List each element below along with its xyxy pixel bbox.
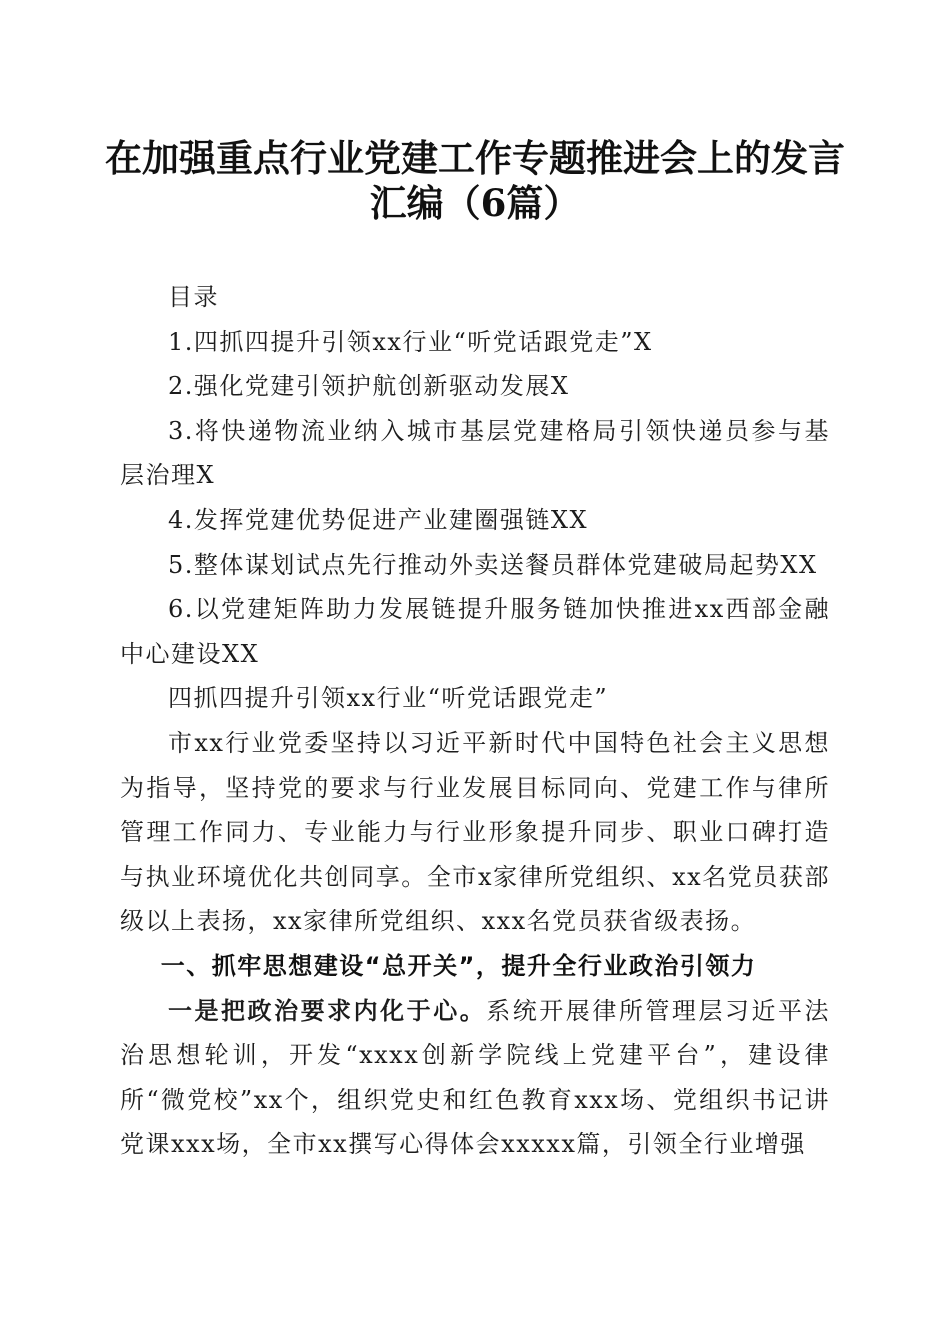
- document-body: [120, 275, 830, 1167]
- toc-item-6: 6.以党建矩阵助力发展链提升服务链加快推进xx西部金融中心建设XX: [120, 595, 830, 668]
- section-1-text: 系统开展律所管理层习近平法治思想轮训，开发“xxxx创新学院线上党建平台”，建设律所“微党校”xx个，组织党史和红色教育xxx场、党组织书记讲党课xxx场，全市xx撰写心得体会xxxxx篇，引领全行业增强: [120, 996, 830, 1159]
- toc-heading: 目录: [168, 283, 219, 311]
- toc-item-3: 3.将快递物流业纳入城市基层党建格局引领快递员参与基层治理X: [120, 416, 830, 490]
- section-1-paragraph: [120, 989, 830, 1167]
- document-title-line-2: 汇编（6篇）: [369, 181, 581, 225]
- section-1-lead-in: 一是把政治要求内化于心。: [168, 995, 487, 1025]
- section-heading-1: 一、抓牢思想建设“总开关”，提升全行业政治引领力: [160, 951, 757, 980]
- toc-item-4: 4.发挥党建优势促进产业建圈强链XX: [168, 505, 589, 534]
- toc-item-1: 1.四抓四提升引领xx行业“听党话跟党走”X: [168, 327, 653, 356]
- document-title: [100, 136, 850, 226]
- document-title-line-1: 在加强重点行业党建工作专题推进会上的发言: [105, 136, 845, 180]
- article-title: 四抓四提升引领xx行业“听党话跟党走”: [168, 684, 609, 713]
- toc-item-5: 5.整体谋划试点先行推动外卖送餐员群体党建破局起势XX: [168, 550, 818, 579]
- toc-item-2: 2.强化党建引领护航创新驱动发展X: [168, 372, 570, 401]
- article-intro: 市xx行业党委坚持以习近平新时代中国特色社会主义思想为指导，坚持党的要求与行业发展目标同向、党建工作与律所管理工作同力、专业能力与行业形象提升同步、职业口碑打造与执业环境优化共创同享。全市x家律所党组织、xx名党员获部级以上表扬，xx家律所党组织、xxx名党员获省级表扬。: [120, 728, 830, 936]
